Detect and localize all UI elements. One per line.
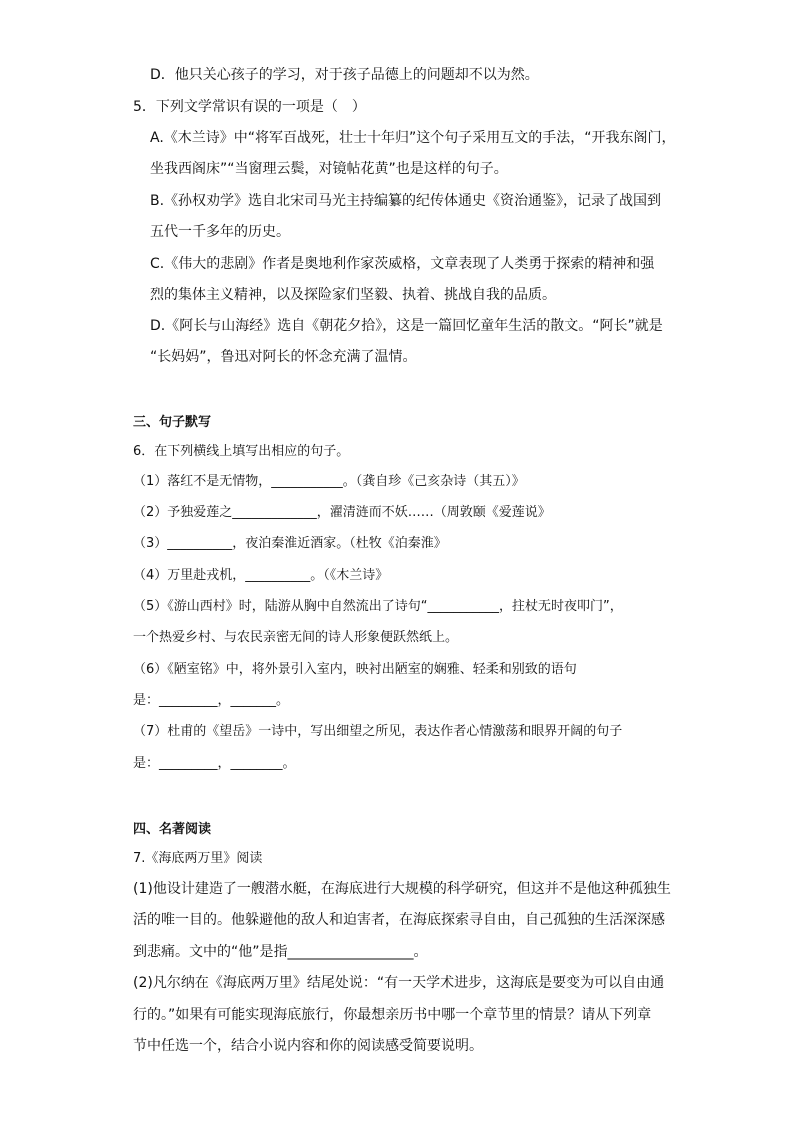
question-6-item-5-line1: （5）《游山西村》时，陆游从胸中自然流出了诗句“___________，拄杖无时夜叩门”， <box>133 599 623 614</box>
question-6-item-2: （2）予独爱莲之_____________，濯清涟而不妖……（周敦颐《爱莲说》 <box>133 505 551 520</box>
question-5-option-c-line1: C.《伟大的悲剧》作者是奥地利作家茨威格，文章表现了人类勇于探索的精神和强 <box>150 256 655 272</box>
question-7-part-1-line3: 到悲痛。文中的“他”是指__________________。 <box>133 944 428 960</box>
question-5-option-d-line2: “长妈妈”，鲁迅对阿长的怀念充满了温情。 <box>150 349 417 365</box>
question-7-part-2-line3: 节中任选一个，结合小说内容和你的阅读感受简要说明。 <box>133 1038 483 1054</box>
question-5-option-b-line2: 五代一千多年的历史。 <box>150 224 290 240</box>
question-7-part-2-line1: (2)凡尔纳在《海底两万里》结尾处说：“有一天学术进步，这海底是要变为可以自由通 <box>133 975 665 991</box>
question-7-part-1-line1: (1)他设计建造了一艘潜水艇，在海底进行大规模的科学研究，但这并不是他这种孤独生 <box>133 881 671 897</box>
question-6-item-7-line2: 是：_________，________。 <box>133 756 296 771</box>
question-6-item-5-line2: 一个热爱乡村、与农民亲密无间的诗人形象便跃然纸上。 <box>133 630 459 645</box>
question-5-option-a-line1: A.《木兰诗》中“将军百战死，壮士十年归”这个句子采用互文的手法，“开我东阁门， <box>150 130 676 146</box>
question-7-part-1-line2: 活的唯一目的。他躲避他的敌人和迫害者，在海底探索寻自由，自己孤独的生活深深感 <box>133 912 665 928</box>
question-5-option-a-line2: 坐我西阁床”“当窗理云鬓，对镜帖花黄”也是这样的句子。 <box>150 161 508 177</box>
question-6-item-6-line2: 是：_________，_______。 <box>133 693 290 708</box>
question-7-part-2-line2: 行的。”如果有可能实现海底旅行，你最想亲历书中哪一个章节里的情景？请从下列章 <box>133 1007 652 1023</box>
section-3-heading: 三、句子默写 <box>133 415 212 430</box>
question-6-item-4: （4）万里赴戎机，__________。（《木兰诗》 <box>133 568 389 583</box>
question-6-item-3: （3）__________，夜泊秦淮近酒家。（杜牧《泊秦淮》 <box>133 536 447 551</box>
question-4-option-d: D．他只关心孩子的学习，对于孩子品德上的问题却不以为然。 <box>150 67 539 83</box>
question-5-option-d-line1: D.《阿长与山海经》选自《朝花夕拾》，这是一篇回忆童年生活的散文。“阿长”就是 <box>150 318 663 334</box>
question-6-stem: 6．在下列横线上填写出相应的句子。 <box>133 444 350 459</box>
question-5-option-c-line2: 烈的集体主义精神，以及探险家们坚毅、执着、挑战自我的品质。 <box>150 287 556 303</box>
question-6-item-7-line1: （7）杜甫的《望岳》一诗中，写出细望之所见，表达作者心情激荡和眼界开阔的句子 <box>133 724 623 739</box>
question-6-item-6-line1: （6）《陋室铭》中，将外景引入室内，映衬出陋室的娴雅、轻柔和别致的语句 <box>133 662 577 677</box>
question-6-item-1: （1）落红不是无情物，___________。（龚自珍《己亥杂诗（其五）》 <box>133 474 525 489</box>
question-5-stem: 5．下列文学常识有误的一项是（ ） <box>133 99 366 115</box>
section-4-heading: 四、名著阅读 <box>133 822 212 837</box>
question-7-title: 7.《海底两万里》阅读 <box>133 851 263 866</box>
question-5-option-b-line1: B.《孙权劝学》选自北宋司马光主持编纂的纪传体通史《资治通鉴》，记录了战国到 <box>150 193 662 209</box>
